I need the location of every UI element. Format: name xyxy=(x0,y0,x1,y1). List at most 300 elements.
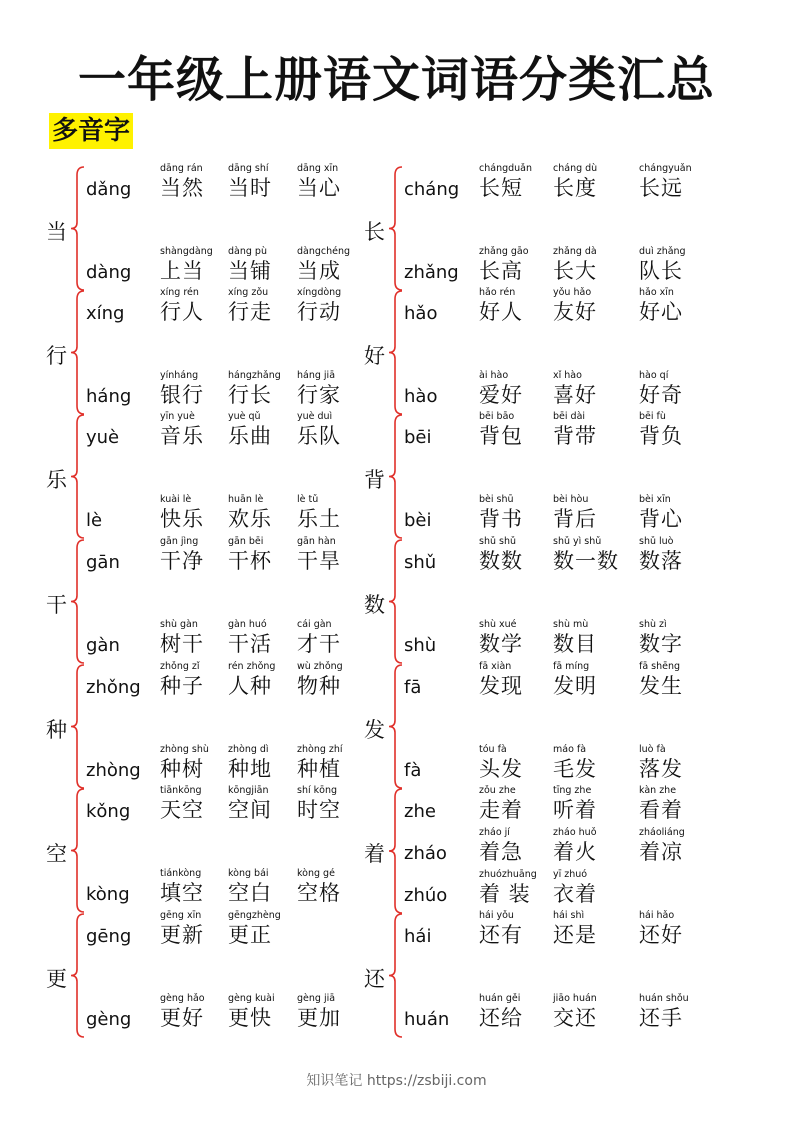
word-pinyin: gēngzhèng xyxy=(228,910,281,921)
word-pinyin: hái hǎo xyxy=(639,910,675,921)
word-item xyxy=(553,163,633,201)
word-item xyxy=(479,536,559,574)
word-item xyxy=(228,411,308,449)
brace-icon xyxy=(70,785,86,916)
brace-icon xyxy=(388,910,404,1041)
word-pinyin: xíng zǒu xyxy=(228,287,269,298)
reading-pinyin: fā xyxy=(404,677,422,698)
word-hanzi: 行人 xyxy=(160,300,204,324)
word-hanzi: 走着 xyxy=(479,798,523,822)
word-item xyxy=(553,246,633,284)
word-pinyin: dāng rán xyxy=(160,163,203,174)
word-item xyxy=(228,536,308,574)
word-pinyin: bèi shū xyxy=(479,494,514,505)
word-item xyxy=(553,827,633,865)
reading-pinyin: gān xyxy=(86,552,120,573)
word-pinyin: tiānkōng xyxy=(160,785,202,796)
word-pinyin: zǒu zhe xyxy=(479,785,516,796)
word-pinyin: wù zhǒng xyxy=(297,661,343,672)
word-hanzi: 队长 xyxy=(639,259,683,283)
word-item xyxy=(553,869,633,907)
word-item xyxy=(228,287,308,325)
word-pinyin: kuài lè xyxy=(160,494,192,505)
word-hanzi: 种地 xyxy=(228,757,272,781)
word-hanzi: 数数 xyxy=(479,549,523,573)
word-hanzi: 数落 xyxy=(639,549,683,573)
word-pinyin: zháo huǒ xyxy=(553,827,597,838)
reading-pinyin: zhe xyxy=(404,801,436,822)
reading-pinyin: hái xyxy=(404,926,432,947)
word-item xyxy=(228,785,308,823)
reading-pinyin: zháo xyxy=(404,843,447,864)
word-pinyin: zháo jí xyxy=(479,827,510,838)
word-hanzi: 当然 xyxy=(160,176,204,200)
footer-watermark: 知识笔记 https://zsbiji.com xyxy=(306,1073,487,1089)
word-hanzi: 着 装 xyxy=(479,882,531,906)
word-hanzi: 长远 xyxy=(639,176,683,200)
reading-pinyin: xíng xyxy=(86,303,125,324)
polyphone-char: 更 xyxy=(46,966,67,991)
word-hanzi: 衣着 xyxy=(553,882,597,906)
word-hanzi: 背负 xyxy=(639,424,683,448)
word-pinyin: bēi fù xyxy=(639,411,666,422)
word-hanzi: 好人 xyxy=(479,300,523,324)
word-hanzi: 时空 xyxy=(297,798,341,822)
word-hanzi: 物种 xyxy=(297,674,341,698)
word-item xyxy=(297,287,377,325)
word-hanzi: 长大 xyxy=(553,259,597,283)
word-hanzi: 乐队 xyxy=(297,424,341,448)
word-hanzi: 人种 xyxy=(228,674,272,698)
reading-pinyin: kòng xyxy=(86,884,130,905)
word-hanzi: 还给 xyxy=(479,1006,523,1030)
polyphone-char: 着 xyxy=(364,842,385,866)
word-pinyin: zhòng dì xyxy=(228,744,269,755)
word-item xyxy=(553,744,633,782)
word-item xyxy=(639,411,719,449)
word-pinyin: shàngdàng xyxy=(160,246,213,257)
word-item xyxy=(639,827,719,865)
reading-pinyin: zhǎng xyxy=(404,262,459,283)
word-pinyin: dàngchéng xyxy=(297,246,351,257)
word-item xyxy=(228,868,308,906)
word-pinyin: zhǎng gāo xyxy=(479,246,529,257)
word-hanzi: 干旱 xyxy=(297,549,341,573)
word-item xyxy=(639,785,719,823)
word-hanzi: 毛发 xyxy=(553,757,597,781)
word-pinyin: zhuózhuāng xyxy=(479,869,537,880)
brace-icon xyxy=(388,411,404,542)
word-pinyin: ài hào xyxy=(479,370,509,381)
word-pinyin: lè tǔ xyxy=(297,494,319,505)
section-label: 多音字 xyxy=(49,113,133,149)
reading-pinyin: háng xyxy=(86,386,132,407)
brace-icon xyxy=(70,163,86,294)
word-pinyin: xíng rén xyxy=(160,287,199,298)
word-hanzi: 欢乐 xyxy=(228,507,272,531)
polyphone-char: 空 xyxy=(46,841,67,866)
word-pinyin: dāng xīn xyxy=(297,163,339,174)
brace-icon xyxy=(70,287,86,418)
reading-pinyin: shǔ xyxy=(404,552,437,573)
word-item xyxy=(297,163,377,201)
word-item xyxy=(228,744,308,782)
reading-pinyin: zhòng xyxy=(86,760,141,781)
polyphone-char: 行 xyxy=(46,343,67,368)
word-pinyin: kòng bái xyxy=(228,868,269,879)
word-hanzi: 当心 xyxy=(297,176,341,200)
reading-pinyin: shù xyxy=(404,635,437,656)
word-hanzi: 空白 xyxy=(228,881,272,905)
word-hanzi: 还有 xyxy=(479,923,523,947)
word-hanzi: 行家 xyxy=(297,383,341,407)
word-item xyxy=(553,993,633,1031)
word-hanzi: 才干 xyxy=(297,632,341,656)
word-item xyxy=(639,993,719,1031)
word-pinyin: bēi dài xyxy=(553,411,586,422)
word-item xyxy=(228,246,308,284)
word-item xyxy=(479,910,559,948)
word-hanzi: 乐曲 xyxy=(228,424,272,448)
polyphone-char: 乐 xyxy=(46,467,67,492)
reading-pinyin: lè xyxy=(86,510,103,531)
word-pinyin: huán gěi xyxy=(479,993,521,1004)
reading-pinyin: dǎng xyxy=(86,179,132,200)
word-pinyin: dāng shí xyxy=(228,163,269,174)
word-hanzi: 头发 xyxy=(479,757,523,781)
word-pinyin: shǔ yì shǔ xyxy=(553,536,602,547)
word-hanzi: 还好 xyxy=(639,923,683,947)
word-hanzi: 空间 xyxy=(228,798,272,822)
word-hanzi: 着急 xyxy=(479,840,523,864)
word-pinyin: hǎo xīn xyxy=(639,287,674,298)
word-pinyin: huán shǒu xyxy=(639,993,689,1004)
word-pinyin: gān hàn xyxy=(297,536,336,547)
word-item xyxy=(297,411,377,449)
word-pinyin: kōngjiān xyxy=(228,785,269,796)
word-hanzi: 背带 xyxy=(553,424,597,448)
reading-pinyin: dàng xyxy=(86,262,132,283)
word-item xyxy=(479,246,559,284)
word-hanzi: 音乐 xyxy=(160,424,204,448)
word-pinyin: zháoliáng xyxy=(639,827,685,838)
word-pinyin: hǎo rén xyxy=(479,287,516,298)
word-pinyin: xíngdòng xyxy=(297,287,342,298)
word-pinyin: huān lè xyxy=(228,494,264,505)
word-item xyxy=(228,910,308,948)
word-hanzi: 喜好 xyxy=(553,383,597,407)
brace-icon xyxy=(70,411,86,542)
word-hanzi: 行长 xyxy=(228,383,272,407)
word-item xyxy=(479,827,559,865)
word-item xyxy=(553,494,633,532)
word-hanzi: 空格 xyxy=(297,881,341,905)
word-pinyin: xǐ hào xyxy=(553,370,582,381)
word-hanzi: 发生 xyxy=(639,674,683,698)
word-pinyin: shí kōng xyxy=(297,785,337,796)
word-pinyin: máo fà xyxy=(553,744,587,755)
word-hanzi: 行动 xyxy=(297,300,341,324)
reading-pinyin: hǎo xyxy=(404,303,438,324)
word-pinyin: yuè duì xyxy=(297,411,333,422)
word-hanzi: 快乐 xyxy=(160,507,204,531)
reading-pinyin: hào xyxy=(404,386,438,407)
word-hanzi: 填空 xyxy=(160,881,204,905)
word-hanzi: 数一数 xyxy=(553,549,619,573)
reading-pinyin: bēi xyxy=(404,427,432,448)
reading-pinyin: bèi xyxy=(404,510,432,531)
polyphone-char: 数 xyxy=(364,592,385,617)
word-pinyin: fā míng xyxy=(553,661,590,672)
word-hanzi: 长度 xyxy=(553,176,597,200)
word-pinyin: cháng dù xyxy=(553,163,598,174)
word-item xyxy=(479,619,559,657)
word-item xyxy=(639,910,719,948)
word-hanzi: 好心 xyxy=(639,300,683,324)
word-pinyin: cái gàn xyxy=(297,619,332,630)
word-pinyin: háng jiā xyxy=(297,370,336,381)
word-item xyxy=(297,868,377,906)
word-item xyxy=(228,619,308,657)
reading-pinyin: zhǒng xyxy=(86,677,141,698)
word-hanzi: 更好 xyxy=(160,1006,204,1030)
word-hanzi: 乐土 xyxy=(297,507,341,531)
word-item xyxy=(553,411,633,449)
word-pinyin: luò fà xyxy=(639,744,666,755)
word-item xyxy=(639,163,719,201)
word-hanzi: 背包 xyxy=(479,424,523,448)
word-hanzi: 背心 xyxy=(639,507,683,531)
word-item xyxy=(297,536,377,574)
word-pinyin: hái shì xyxy=(553,910,585,921)
word-pinyin: tiánkòng xyxy=(160,868,202,879)
reading-pinyin: huán xyxy=(404,1009,450,1030)
word-pinyin: shù gàn xyxy=(160,619,198,630)
word-pinyin: kòng gé xyxy=(297,868,335,879)
word-pinyin: bēi bāo xyxy=(479,411,515,422)
polyphone-char: 还 xyxy=(364,966,385,991)
word-pinyin: bèi xīn xyxy=(639,494,671,505)
reading-pinyin: gēng xyxy=(86,926,132,947)
word-item xyxy=(639,287,719,325)
word-pinyin: yīn yuè xyxy=(160,411,195,422)
word-hanzi: 种树 xyxy=(160,757,204,781)
word-hanzi: 着火 xyxy=(553,840,597,864)
word-item xyxy=(553,287,633,325)
word-item xyxy=(479,869,559,907)
word-hanzi: 听着 xyxy=(553,798,597,822)
brace-icon xyxy=(388,536,404,667)
word-pinyin: zhòng zhí xyxy=(297,744,343,755)
reading-pinyin: cháng xyxy=(404,179,460,200)
word-item xyxy=(297,494,377,532)
word-pinyin: gèng jiā xyxy=(297,993,336,1004)
brace-icon xyxy=(388,287,404,418)
word-item xyxy=(639,744,719,782)
brace-icon xyxy=(388,163,404,294)
word-hanzi: 数学 xyxy=(479,632,523,656)
word-hanzi: 看着 xyxy=(639,798,683,822)
page-title: 一年级上册语文词语分类汇总 xyxy=(77,52,715,108)
word-item xyxy=(553,785,633,823)
word-item xyxy=(479,744,559,782)
word-hanzi: 背后 xyxy=(553,507,597,531)
word-item xyxy=(479,785,559,823)
word-pinyin: chángduǎn xyxy=(479,163,533,174)
word-item xyxy=(228,494,308,532)
word-hanzi: 天空 xyxy=(160,798,204,822)
word-hanzi: 干活 xyxy=(228,632,272,656)
word-hanzi: 交还 xyxy=(553,1006,597,1030)
word-hanzi: 好奇 xyxy=(639,383,683,407)
word-item xyxy=(639,536,719,574)
reading-pinyin: zhúo xyxy=(404,885,448,906)
word-hanzi: 着凉 xyxy=(639,840,683,864)
word-hanzi: 长高 xyxy=(479,259,523,283)
word-pinyin: yuè qǔ xyxy=(228,411,261,422)
word-item xyxy=(553,661,633,699)
word-pinyin: dàng pù xyxy=(228,246,267,257)
word-pinyin: gēng xīn xyxy=(160,910,202,921)
word-hanzi: 发现 xyxy=(479,674,523,698)
polyphone-char: 当 xyxy=(46,219,67,244)
reading-pinyin: fà xyxy=(404,760,422,781)
polyphone-char: 发 xyxy=(364,717,385,742)
reading-pinyin: gèng xyxy=(86,1009,132,1030)
word-hanzi: 背书 xyxy=(479,507,523,531)
word-pinyin: gèng hǎo xyxy=(160,993,205,1004)
reading-pinyin: yuè xyxy=(86,427,120,448)
brace-icon xyxy=(70,536,86,667)
polyphone-char: 种 xyxy=(46,717,67,742)
brace-icon xyxy=(388,661,404,792)
word-hanzi: 发明 xyxy=(553,674,597,698)
word-hanzi: 落发 xyxy=(639,757,683,781)
word-pinyin: tīng zhe xyxy=(553,785,592,796)
word-pinyin: gān bēi xyxy=(228,536,264,547)
word-hanzi: 更加 xyxy=(297,1006,341,1030)
word-pinyin: kàn zhe xyxy=(639,785,677,796)
word-hanzi: 当时 xyxy=(228,176,272,200)
word-hanzi: 干净 xyxy=(160,549,204,573)
word-item xyxy=(228,661,308,699)
word-hanzi: 当成 xyxy=(297,259,341,283)
word-item xyxy=(479,163,559,201)
word-item xyxy=(639,619,719,657)
polyphone-char: 背 xyxy=(364,467,385,492)
polyphone-char: 干 xyxy=(46,592,67,617)
word-item xyxy=(479,287,559,325)
word-hanzi: 当铺 xyxy=(228,259,272,283)
word-pinyin: hái yǒu xyxy=(479,910,514,921)
word-item xyxy=(639,370,719,408)
brace-icon xyxy=(388,785,404,917)
word-item xyxy=(228,993,308,1031)
word-pinyin: shù xué xyxy=(479,619,517,630)
word-hanzi: 爱好 xyxy=(479,383,523,407)
word-pinyin: yī zhuó xyxy=(553,869,588,880)
word-item xyxy=(297,246,377,284)
word-item xyxy=(479,993,559,1031)
word-item xyxy=(553,619,633,657)
word-hanzi: 长短 xyxy=(479,176,523,200)
word-pinyin: chángyuǎn xyxy=(639,163,692,174)
reading-pinyin: kǒng xyxy=(86,801,131,822)
word-item xyxy=(297,370,377,408)
word-hanzi: 银行 xyxy=(160,383,204,407)
word-pinyin: fā shēng xyxy=(639,661,681,672)
word-hanzi: 还是 xyxy=(553,923,597,947)
word-hanzi: 种植 xyxy=(297,757,341,781)
word-item xyxy=(553,910,633,948)
word-hanzi: 种子 xyxy=(160,674,204,698)
word-hanzi: 还手 xyxy=(639,1006,683,1030)
word-item xyxy=(297,661,377,699)
word-hanzi: 上当 xyxy=(160,259,204,283)
word-pinyin: zhǎng dà xyxy=(553,246,597,257)
reading-pinyin: gàn xyxy=(86,635,120,656)
word-hanzi: 干杯 xyxy=(228,549,272,573)
word-hanzi: 树干 xyxy=(160,632,204,656)
word-pinyin: rén zhǒng xyxy=(228,661,276,672)
word-pinyin: shǔ shǔ xyxy=(479,536,517,547)
brace-icon xyxy=(70,661,86,792)
word-item xyxy=(297,744,377,782)
word-pinyin: fā xiàn xyxy=(479,661,512,672)
polyphone-char: 长 xyxy=(364,219,385,244)
word-pinyin: tóu fà xyxy=(479,744,507,755)
word-pinyin: zhòng shù xyxy=(160,744,209,755)
word-pinyin: hángzhǎng xyxy=(228,370,281,381)
word-item xyxy=(297,785,377,823)
word-item xyxy=(553,370,633,408)
word-hanzi: 数目 xyxy=(553,632,597,656)
word-item xyxy=(639,494,719,532)
word-hanzi: 更正 xyxy=(228,923,272,947)
word-pinyin: shù mù xyxy=(553,619,589,630)
word-pinyin: gèng kuài xyxy=(228,993,275,1004)
word-pinyin: shù zì xyxy=(639,619,667,630)
word-pinyin: jiāo huán xyxy=(553,993,597,1004)
word-pinyin: shǔ luò xyxy=(639,536,674,547)
word-pinyin: bèi hòu xyxy=(553,494,589,505)
word-item xyxy=(228,370,308,408)
word-item xyxy=(297,993,377,1031)
word-item xyxy=(479,370,559,408)
word-item xyxy=(297,619,377,657)
word-item xyxy=(228,163,308,201)
brace-icon xyxy=(70,910,86,1041)
word-pinyin: gàn huó xyxy=(228,619,267,630)
word-hanzi: 行走 xyxy=(228,300,272,324)
word-item xyxy=(553,536,633,574)
word-item xyxy=(479,661,559,699)
word-item xyxy=(639,661,719,699)
word-hanzi: 更新 xyxy=(160,923,204,947)
word-item xyxy=(479,494,559,532)
word-item xyxy=(479,411,559,449)
word-hanzi: 友好 xyxy=(553,300,597,324)
word-hanzi: 更快 xyxy=(228,1006,272,1030)
word-pinyin: duì zhǎng xyxy=(639,246,686,257)
word-hanzi: 数字 xyxy=(639,632,683,656)
word-pinyin: gān jìng xyxy=(160,536,199,547)
word-pinyin: hào qí xyxy=(639,370,669,381)
word-pinyin: yǒu hǎo xyxy=(553,287,592,298)
word-pinyin: yínháng xyxy=(160,370,199,381)
word-item xyxy=(639,246,719,284)
polyphone-char: 好 xyxy=(364,343,385,368)
